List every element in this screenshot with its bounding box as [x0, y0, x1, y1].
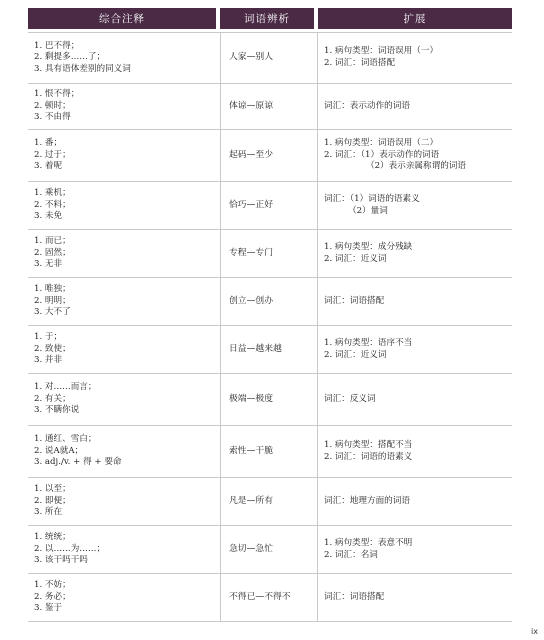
- gloss-line: 2. 剩提多……了；: [34, 52, 106, 63]
- gloss-line: 1. 不妨；: [34, 580, 71, 591]
- extension-line: 2. 词汇：名词: [324, 549, 378, 560]
- extension-line: 2. 词汇：近义词: [324, 349, 387, 360]
- extension-line: 1. 病句类型：搭配不当: [324, 439, 413, 450]
- extension-line: 1. 病句类型：成分残缺: [324, 241, 413, 252]
- gloss-line: 3. 不由得: [34, 112, 71, 123]
- gloss-line: 3. 不瞒你说: [34, 405, 80, 416]
- extension-cell: [318, 278, 512, 326]
- table-row: [28, 574, 512, 622]
- extension-cell: [318, 230, 512, 278]
- header-word-analysis: 词语辨析: [220, 8, 318, 29]
- extension-line: 词汇：词语搭配: [324, 295, 385, 306]
- syllabus-table-container: [28, 8, 512, 622]
- word-pair-cell: 急切—急忙: [220, 526, 318, 574]
- extension-cell: [318, 526, 512, 574]
- gloss-line: 2. 过于；: [34, 149, 71, 160]
- gloss-line: 1. 对……而言；: [34, 382, 97, 393]
- extension-line: 2. 词汇：词语搭配: [324, 58, 396, 68]
- header-comprehensive-notes: 综合注释: [28, 8, 220, 29]
- gloss-line: 3. 大不了: [34, 307, 71, 318]
- gloss-line: 1. 通红、雪白；: [34, 434, 97, 445]
- extension-line: 1. 病句类型：语序不当: [324, 337, 413, 348]
- table-row: [28, 278, 512, 326]
- extension-cell: [318, 32, 512, 84]
- gloss-line: 3. 所在: [34, 507, 63, 518]
- gloss-cell: [28, 182, 220, 230]
- gloss-cell: [28, 478, 220, 526]
- gloss-line: 3. 未免: [34, 211, 63, 222]
- gloss-cell: [28, 526, 220, 574]
- table-header: [28, 8, 512, 32]
- extension-line: 词汇：反义词: [324, 393, 376, 404]
- gloss-line: 1. 番；: [34, 138, 63, 149]
- extension-cell: [318, 478, 512, 526]
- extension-line: 2. 词汇：近义词: [324, 253, 387, 264]
- gloss-line: 2. 以……为……；: [34, 543, 106, 554]
- gloss-line: 2. 致使；: [34, 343, 71, 354]
- page-number: ix: [531, 627, 538, 636]
- extension-cell: [318, 574, 512, 622]
- extension-cell: [318, 182, 512, 230]
- gloss-line: 1. 于；: [34, 332, 63, 343]
- word-pair-cell: 人家—别人: [220, 32, 318, 84]
- extension-line: 1. 病句类型：词语误用（一）: [324, 46, 439, 57]
- gloss-line: 2. 务必；: [34, 591, 71, 602]
- gloss-line: 1. 以至；: [34, 484, 71, 495]
- gloss-line: 2. 不料；: [34, 199, 71, 210]
- extension-cell: [318, 374, 512, 426]
- gloss-line: 3. 着呢: [34, 161, 63, 172]
- word-pair-cell: 不得已—不得不: [220, 574, 318, 622]
- extension-line: 词汇：（1）词语的语素义: [324, 193, 420, 204]
- extension-cell: [318, 84, 512, 130]
- gloss-cell: [28, 574, 220, 622]
- gloss-cell: [28, 278, 220, 326]
- extension-line: 词汇：表示动作的词语: [324, 100, 410, 111]
- gloss-line: 2. 顿时；: [34, 100, 71, 111]
- extension-line: 2. 词汇：词语的语素义: [324, 451, 413, 462]
- word-pair-cell: 体谅—原谅: [220, 84, 318, 130]
- word-pair-cell: 起码—至少: [220, 130, 318, 182]
- gloss-line: 1. 乘机；: [34, 188, 71, 199]
- table-row: [28, 230, 512, 278]
- table-row: [28, 32, 512, 84]
- extension-line: （2）表示亲属称谓的词语: [366, 161, 466, 172]
- extension-cell: [318, 326, 512, 374]
- gloss-line: 1. 巴不得；: [34, 40, 80, 51]
- gloss-line: 3. 无非: [34, 259, 63, 270]
- table-row: [28, 374, 512, 426]
- extension-line: 词汇：词语搭配: [324, 591, 385, 602]
- header-extension: 扩展: [318, 8, 512, 29]
- gloss-line: 1. 恨不得；: [34, 89, 80, 100]
- gloss-cell: [28, 32, 220, 84]
- gloss-line: 2. 说A就A；: [34, 445, 84, 456]
- extension-cell: [318, 426, 512, 478]
- gloss-cell: [28, 130, 220, 182]
- gloss-line: 2. 固然；: [34, 247, 71, 258]
- word-pair-cell: 索性—干脆: [220, 426, 318, 478]
- word-pair-cell: 凡是—所有: [220, 478, 318, 526]
- gloss-line: 3. 具有语体差别的同义词: [34, 63, 131, 74]
- table-row: [28, 84, 512, 130]
- word-pair-cell: 专程—专门: [220, 230, 318, 278]
- gloss-cell: [28, 326, 220, 374]
- gloss-line: 1. 而已；: [34, 236, 71, 247]
- gloss-cell: [28, 84, 220, 130]
- extension-line: 1. 病句类型：词语误用（二）: [324, 138, 439, 149]
- gloss-line: 3. 该干吗干吗: [34, 555, 88, 566]
- word-pair-cell: 恰巧—正好: [220, 182, 318, 230]
- extension-line: 2. 词汇：（1）表示动作的词语: [324, 149, 440, 160]
- gloss-cell: [28, 426, 220, 478]
- table-body: [28, 32, 512, 622]
- gloss-line: 2. 即便；: [34, 495, 71, 506]
- table-row: [28, 426, 512, 478]
- extension-line: 1. 病句类型：表意不明: [324, 537, 413, 548]
- gloss-line: 3. 鉴于: [34, 603, 63, 614]
- table-row: [28, 326, 512, 374]
- table-row: [28, 478, 512, 526]
- word-pair-cell: 创立—创办: [220, 278, 318, 326]
- gloss-line: 1. 统统；: [34, 532, 71, 543]
- extension-line: （2）量词: [348, 205, 388, 216]
- gloss-line: 2. 明明；: [34, 295, 71, 306]
- table-row: [28, 182, 512, 230]
- gloss-line: 2. 有关；: [34, 393, 71, 404]
- gloss-line: 1. 唯独；: [34, 284, 71, 295]
- gloss-line: 3. adj./v. + 得 + 要命: [34, 457, 122, 468]
- extension-line: 词汇：地理方面的词语: [324, 495, 410, 506]
- gloss-line: 3. 并非: [34, 355, 63, 366]
- syllabus-table: [28, 8, 512, 622]
- gloss-cell: [28, 374, 220, 426]
- extension-cell: [318, 130, 512, 182]
- word-pair-cell: 极端—极度: [220, 374, 318, 426]
- gloss-cell: [28, 230, 220, 278]
- word-pair-cell: 日益—越来越: [220, 326, 318, 374]
- table-row: [28, 526, 512, 574]
- table-row: [28, 130, 512, 182]
